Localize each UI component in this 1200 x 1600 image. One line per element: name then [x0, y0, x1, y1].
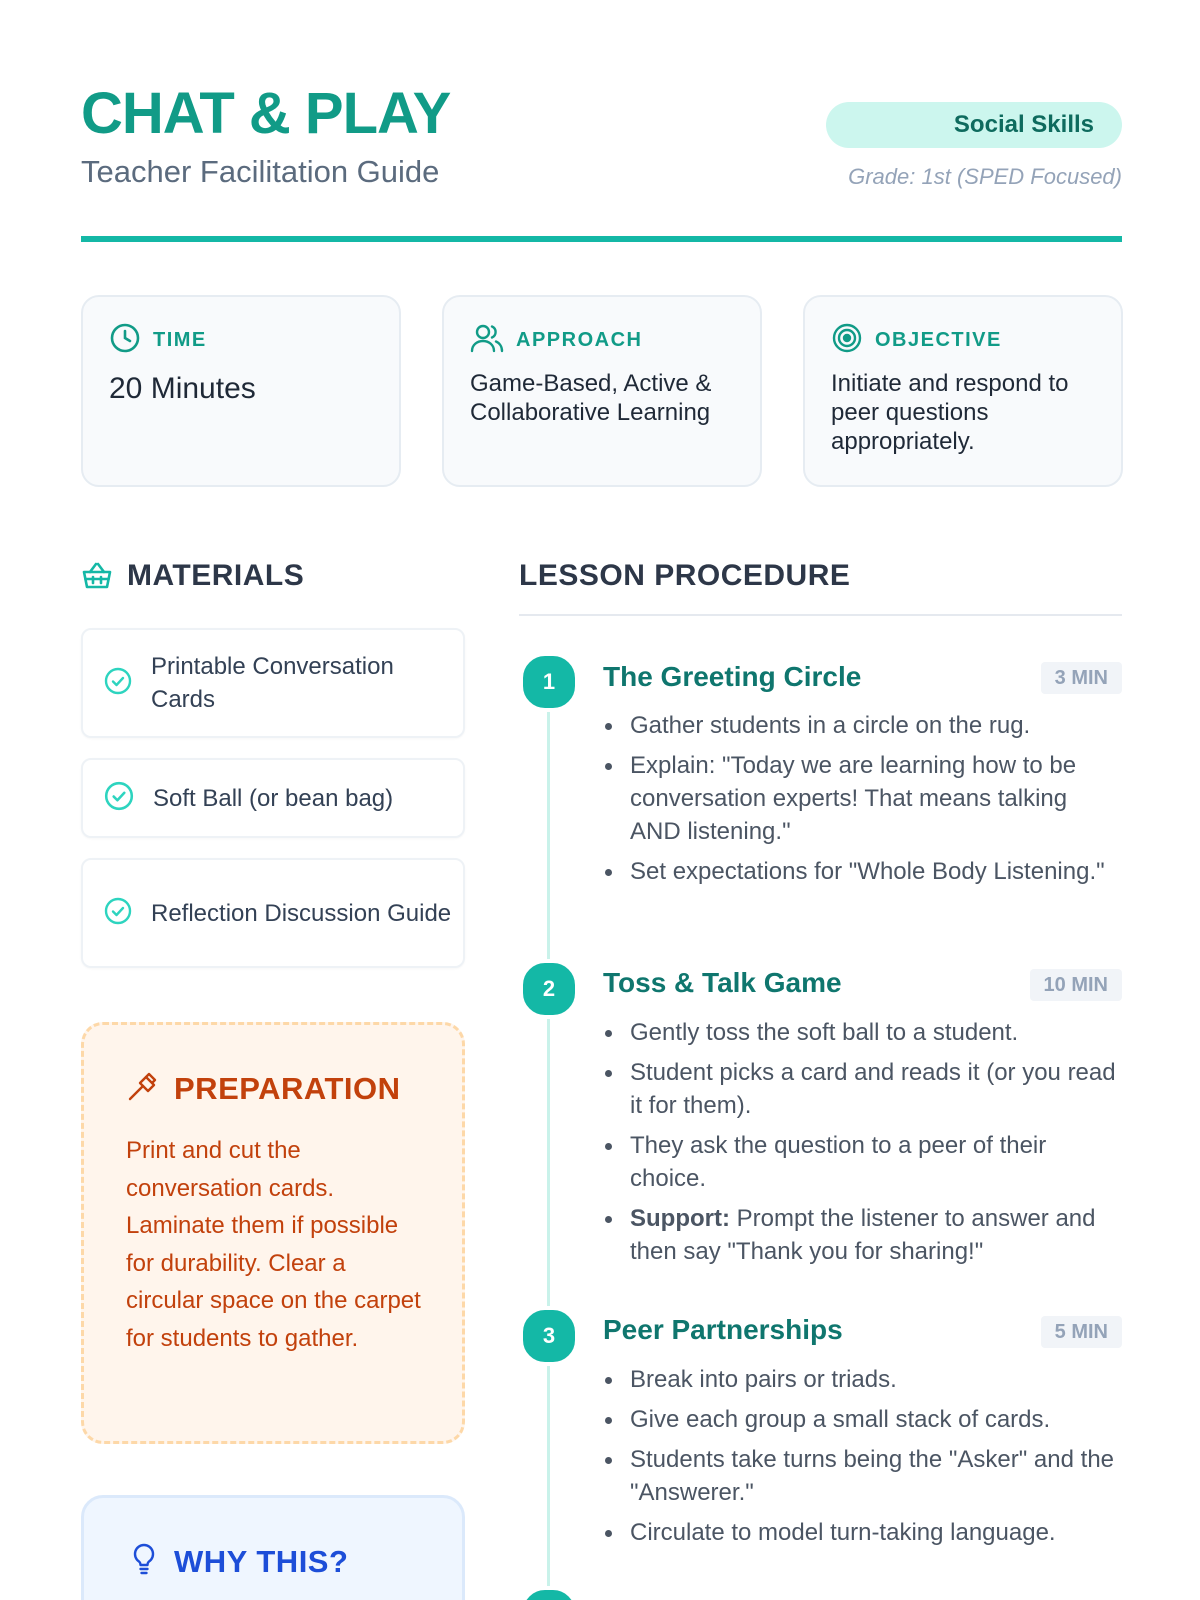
clock-icon [109, 322, 141, 359]
step-title: Toss & Talk Game [603, 967, 842, 998]
grade-label: Grade: 1st (SPED Focused) [848, 164, 1122, 189]
procedure-divider [519, 614, 1122, 616]
hammer-icon [126, 1069, 160, 1108]
step-title: The Greeting Circle [603, 661, 862, 692]
list-item: Set expectations for "Whole Body Listening." [603, 855, 1123, 888]
preparation-box [81, 1022, 465, 1444]
timeline-line [547, 680, 550, 1600]
info-card-objective [803, 295, 1123, 487]
step-number: 1 [519, 652, 579, 712]
step-list [603, 709, 1123, 895]
lightbulb-icon [130, 1542, 158, 1581]
basket-icon [81, 560, 113, 597]
preparation-text: Print and cut the conversation cards. Laminate them if possible for durability. Clear a circular space on the carpet for students to gather. [126, 1137, 421, 1352]
why-box [81, 1495, 465, 1600]
info-value: Game-Based, Active & Collaborative Learning [470, 370, 712, 426]
info-label: APPROACH [516, 328, 643, 351]
page-subtitle: Teacher Facilitation Guide [81, 154, 440, 189]
check-circle-icon [103, 780, 135, 817]
material-label: Printable Conversation Cards [151, 653, 394, 713]
page-title: CHAT & PLAY [81, 81, 451, 146]
info-label: OBJECTIVE [875, 328, 1002, 351]
material-item [81, 628, 465, 738]
step-list [603, 1016, 1123, 1275]
list-item: Give each group a small stack of cards. [603, 1403, 1123, 1436]
list-item: Break into pairs or triads. [603, 1363, 1123, 1396]
support-text: Prompt the listener to answer and then say "Thank you for sharing!" [630, 1205, 1096, 1265]
procedure-title: LESSON PROCEDURE [519, 559, 851, 592]
list-item: Gently toss the soft ball to a student. [603, 1016, 1123, 1049]
duration-badge: 10 MIN [1030, 969, 1122, 1001]
check-circle-icon [103, 666, 133, 701]
step-number-partial [519, 1586, 579, 1600]
material-label: Soft Ball (or bean bag) [153, 784, 394, 812]
info-card-time [81, 295, 401, 487]
list-item: Gather students in a circle on the rug. [603, 709, 1123, 742]
step-title: Peer Partnerships [603, 1314, 843, 1345]
page-header [81, 82, 1122, 242]
list-item: Student picks a card and reads it (or you read it for them). [603, 1056, 1123, 1122]
subject-badge: Social Skills [826, 102, 1122, 148]
check-circle-icon [103, 896, 133, 931]
header-divider [81, 236, 1122, 242]
material-label: Reflection Discussion Guide [151, 899, 452, 927]
list-item [603, 1202, 1123, 1268]
step-list [603, 1363, 1123, 1556]
info-label: TIME [153, 328, 207, 351]
support-label: Support: [630, 1205, 730, 1232]
list-item: They ask the question to a peer of their choice. [603, 1129, 1123, 1195]
preparation-title: PREPARATION [174, 1070, 401, 1106]
material-item [81, 758, 465, 838]
material-item [81, 858, 465, 968]
why-title: WHY THIS? [174, 1543, 349, 1579]
list-item: Circulate to model turn-taking language. [603, 1516, 1123, 1549]
target-icon [831, 322, 863, 359]
step-number: 2 [519, 959, 579, 1019]
users-icon [470, 322, 504, 359]
info-card-approach [442, 295, 762, 487]
duration-badge: 3 MIN [1041, 662, 1122, 694]
list-item: Explain: "Today we are learning how to be conversation experts! That means talking AND listening." [603, 749, 1123, 848]
info-value: 20 Minutes [109, 372, 256, 405]
materials-title: MATERIALS [127, 559, 305, 592]
list-item: Students take turns being the "Asker" and the "Answerer." [603, 1443, 1123, 1509]
duration-badge: 5 MIN [1041, 1316, 1122, 1348]
info-value: Initiate and respond to peer questions appropriately. [831, 370, 1069, 455]
step-number: 3 [519, 1306, 579, 1366]
